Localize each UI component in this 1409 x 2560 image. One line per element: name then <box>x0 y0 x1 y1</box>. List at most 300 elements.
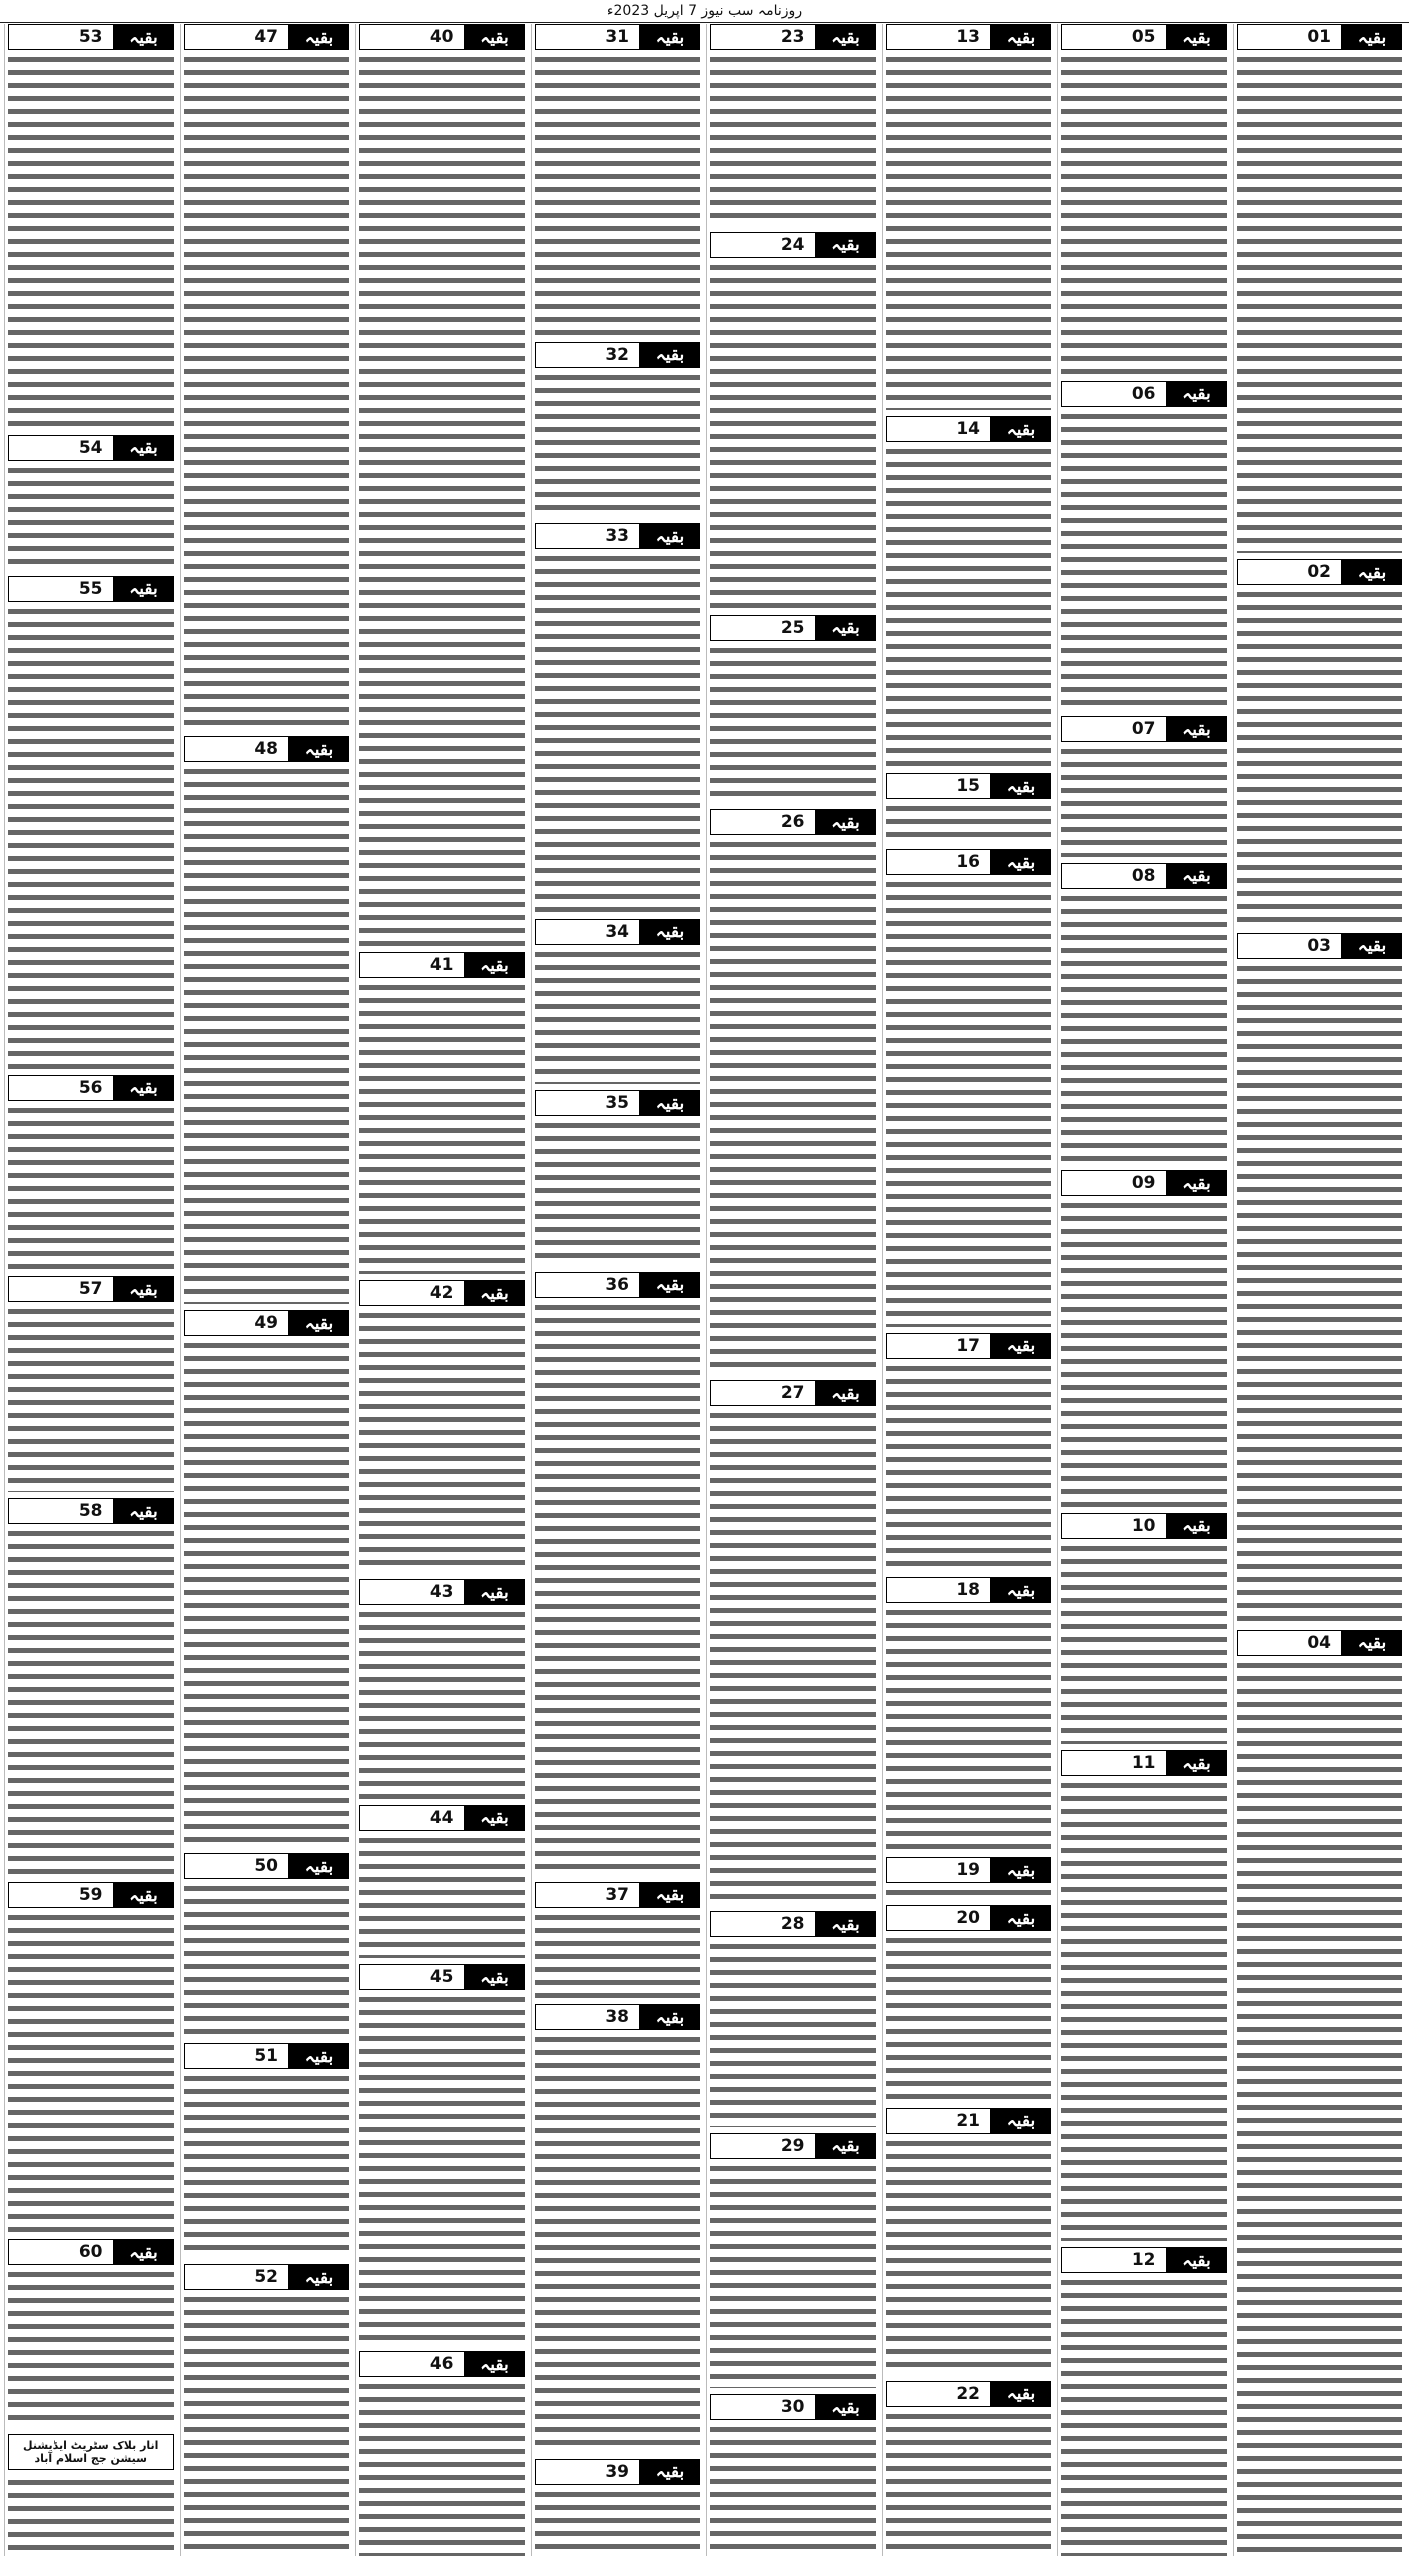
block-number: 03 <box>1237 933 1343 959</box>
continuation-block-20 <box>886 1905 1052 2102</box>
article-text-lines <box>8 1305 174 1492</box>
block-number: 24 <box>710 232 816 258</box>
block-number: 38 <box>535 2004 641 2030</box>
block-number: 33 <box>535 523 641 549</box>
continuation-block-04 <box>1237 1630 1403 2556</box>
block-number: 32 <box>535 342 641 368</box>
article-text-lines <box>8 2268 174 2428</box>
continuation-block-34 <box>535 919 701 1085</box>
article-text-lines <box>886 1362 1052 1572</box>
column-1 <box>1233 24 1406 2556</box>
block-number: 46 <box>359 2351 465 2377</box>
continuation-block-03 <box>1237 933 1403 1624</box>
block-number: 20 <box>886 1905 992 1931</box>
block-header <box>8 1498 174 1524</box>
article-text-lines <box>359 1834 525 1959</box>
baqiya-badge: بقیہ <box>991 1577 1051 1603</box>
block-header <box>535 342 701 368</box>
baqiya-badge: بقیہ <box>114 1498 174 1524</box>
article-text-lines <box>535 2488 701 2556</box>
baqiya-badge: بقیہ <box>816 24 876 50</box>
block-header <box>1061 1750 1227 1776</box>
article-text-lines <box>359 2380 525 2556</box>
block-number: 42 <box>359 1280 465 1306</box>
baqiya-badge: بقیہ <box>465 952 525 978</box>
block-number: 39 <box>535 2459 641 2485</box>
column-8 <box>4 24 177 2556</box>
block-header <box>710 1380 876 1406</box>
block-number: 60 <box>8 2239 114 2265</box>
block-number: 29 <box>710 2133 816 2159</box>
baqiya-badge: بقیہ <box>114 1075 174 1101</box>
continuation-block-41 <box>359 952 525 1274</box>
baqiya-badge: بقیہ <box>816 2394 876 2420</box>
article-text-lines <box>535 948 701 1085</box>
block-header <box>8 1075 174 1101</box>
block-number: 31 <box>535 24 641 50</box>
block-header <box>1061 24 1227 50</box>
block-number: 13 <box>886 24 992 50</box>
article-text-lines <box>184 2072 350 2258</box>
block-header <box>359 1579 525 1605</box>
continuation-block-37 <box>535 1882 701 1999</box>
block-number: 02 <box>1237 559 1343 585</box>
continuation-block-08 <box>1061 863 1227 1165</box>
baqiya-badge: بقیہ <box>991 24 1051 50</box>
baqiya-badge: بقیہ <box>816 232 876 258</box>
block-number: 57 <box>8 1276 114 1302</box>
block-header <box>886 2108 1052 2134</box>
block-number: 34 <box>535 919 641 945</box>
baqiya-badge: بقیہ <box>1342 559 1402 585</box>
article-text-lines <box>535 1911 701 1999</box>
baqiya-badge: بقیہ <box>1342 24 1402 50</box>
block-number: 58 <box>8 1498 114 1524</box>
baqiya-badge: بقیہ <box>991 2108 1051 2134</box>
block-header <box>710 232 876 258</box>
block-header <box>1237 933 1403 959</box>
baqiya-badge: بقیہ <box>640 1882 700 1908</box>
baqiya-badge: بقیہ <box>1167 2247 1227 2273</box>
baqiya-badge: بقیہ <box>1342 933 1402 959</box>
baqiya-badge: بقیہ <box>289 2043 349 2069</box>
block-number: 25 <box>710 615 816 641</box>
block-header <box>1237 24 1403 50</box>
continuation-block-57 <box>8 1276 174 1492</box>
baqiya-badge: بقیہ <box>640 523 700 549</box>
baqiya-badge: بقیہ <box>640 2004 700 2030</box>
block-header <box>359 1280 525 1306</box>
baqiya-badge: بقیہ <box>465 2351 525 2377</box>
continuation-block-45 <box>359 1964 525 2345</box>
block-number: 51 <box>184 2043 290 2069</box>
article-text-lines <box>359 1993 525 2345</box>
block-header <box>359 1964 525 1990</box>
continuation-block-56 <box>8 1075 174 1271</box>
block-header <box>8 1882 174 1908</box>
article-text-lines <box>535 53 701 336</box>
article-text-lines <box>1061 1779 1227 2241</box>
block-number: 43 <box>359 1579 465 1605</box>
continuation-block-42 <box>359 1280 525 1573</box>
continuation-block-14 <box>886 416 1052 767</box>
article-text-lines <box>886 802 1052 843</box>
article-text-lines <box>184 53 350 730</box>
article-text-lines <box>1061 892 1227 1165</box>
block-header <box>886 773 1052 799</box>
block-header <box>535 2459 701 2485</box>
block-number: 04 <box>1237 1630 1343 1656</box>
block-header <box>359 952 525 978</box>
continuation-block-51 <box>184 2043 350 2258</box>
block-header <box>359 2351 525 2377</box>
continuation-block-48 <box>184 736 350 1304</box>
article-text-lines <box>1237 1659 1403 2556</box>
continuation-block-21 <box>886 2108 1052 2375</box>
block-header <box>184 1310 350 1336</box>
block-header <box>535 2004 701 2030</box>
article-text-lines <box>886 1886 1052 1899</box>
block-header <box>535 919 701 945</box>
baqiya-badge: بقیہ <box>114 24 174 50</box>
block-header <box>710 2133 876 2159</box>
block-header <box>359 1805 525 1831</box>
block-number: 10 <box>1061 1513 1167 1539</box>
block-number: 19 <box>886 1857 992 1883</box>
continuation-block-36 <box>535 1272 701 1876</box>
article-text-lines <box>710 2423 876 2556</box>
block-number: 54 <box>8 435 114 461</box>
baqiya-badge: بقیہ <box>465 24 525 50</box>
block-header <box>886 849 1052 875</box>
baqiya-badge: بقیہ <box>640 2459 700 2485</box>
baqiya-badge: بقیہ <box>465 1579 525 1605</box>
block-number: 08 <box>1061 863 1167 889</box>
article-text-lines <box>710 1940 876 2126</box>
block-header <box>8 576 174 602</box>
article-text-lines <box>184 765 350 1304</box>
block-header <box>886 416 1052 442</box>
baqiya-badge: بقیہ <box>114 435 174 461</box>
block-number: 48 <box>184 736 290 762</box>
continuation-block-52 <box>184 2264 350 2556</box>
article-text-lines <box>1061 2276 1227 2556</box>
block-number: 27 <box>710 1380 816 1406</box>
continuation-block-40 <box>359 24 525 946</box>
article-text-lines <box>1061 1199 1227 1507</box>
block-header <box>886 2381 1052 2407</box>
continuation-block-50 <box>184 1853 350 2037</box>
article-text-lines <box>359 1608 525 1799</box>
continuation-block-44 <box>359 1805 525 1959</box>
baqiya-badge: بقیہ <box>991 416 1051 442</box>
continuation-block-39 <box>535 2459 701 2556</box>
article-text-lines <box>886 1934 1052 2102</box>
article-text-lines <box>1061 1542 1227 1744</box>
continuation-block-47 <box>184 24 350 730</box>
baqiya-badge: بقیہ <box>640 919 700 945</box>
block-number: 45 <box>359 1964 465 1990</box>
article-text-lines <box>8 1527 174 1876</box>
article-text-lines <box>8 605 174 1069</box>
baqiya-badge: بقیہ <box>465 1805 525 1831</box>
block-header <box>1061 1513 1227 1539</box>
baqiya-badge: بقیہ <box>991 1905 1051 1931</box>
continuation-block-55 <box>8 576 174 1069</box>
continuation-block-60 <box>8 2239 174 2428</box>
continuation-block-46 <box>359 2351 525 2556</box>
article-text-lines <box>359 53 525 946</box>
continuation-block-30 <box>710 2394 876 2556</box>
block-header <box>710 1911 876 1937</box>
baqiya-badge: بقیہ <box>991 2381 1051 2407</box>
baqiya-badge: بقیہ <box>114 1276 174 1302</box>
baqiya-badge: بقیہ <box>816 1911 876 1937</box>
baqiya-badge: بقیہ <box>1167 863 1227 889</box>
block-number: 53 <box>8 24 114 50</box>
baqiya-badge: بقیہ <box>114 2239 174 2265</box>
continuation-block-06 <box>1061 381 1227 711</box>
block-header <box>710 809 876 835</box>
block-header <box>8 24 174 50</box>
block-header <box>886 1905 1052 1931</box>
block-number: 22 <box>886 2381 992 2407</box>
continuation-block-22 <box>886 2381 1052 2557</box>
baqiya-badge: بقیہ <box>465 1964 525 1990</box>
column-2 <box>1057 24 1230 2556</box>
continuation-block-25 <box>710 615 876 803</box>
baqiya-badge: بقیہ <box>1167 716 1227 742</box>
article-text-lines <box>8 1911 174 2233</box>
baqiya-badge: بقیہ <box>991 1857 1051 1883</box>
continuation-block-31 <box>535 24 701 336</box>
article-text-lines <box>359 1309 525 1573</box>
article-text-lines <box>8 53 174 429</box>
block-number: 30 <box>710 2394 816 2420</box>
baqiya-badge: بقیہ <box>289 1853 349 1879</box>
article-text-lines <box>8 1104 174 1271</box>
continuation-block-38 <box>535 2004 701 2452</box>
continuation-block-59 <box>8 1882 174 2233</box>
block-header <box>184 24 350 50</box>
block-header <box>886 1333 1052 1359</box>
block-number: 40 <box>359 24 465 50</box>
block-header <box>184 736 350 762</box>
article-text-lines <box>886 53 1052 410</box>
article-text-lines <box>1237 53 1403 553</box>
continuation-block-11 <box>1061 1750 1227 2241</box>
block-number: 23 <box>710 24 816 50</box>
article-text-lines <box>1237 962 1403 1624</box>
block-number: 35 <box>535 1090 641 1116</box>
block-number: 11 <box>1061 1750 1167 1776</box>
block-number: 15 <box>886 773 992 799</box>
article-text-lines <box>1061 745 1227 856</box>
article-text-lines <box>886 1606 1052 1851</box>
block-number: 41 <box>359 952 465 978</box>
article-text-lines <box>1061 53 1227 375</box>
block-header <box>535 24 701 50</box>
continuation-block-07 <box>1061 716 1227 856</box>
article-text-lines <box>1237 588 1403 927</box>
column-3 <box>882 24 1055 2556</box>
continuation-block-35 <box>535 1090 701 1265</box>
block-number: 59 <box>8 1882 114 1908</box>
baqiya-badge: بقیہ <box>816 809 876 835</box>
continuation-block-24 <box>710 232 876 609</box>
baqiya-badge: بقیہ <box>816 1380 876 1406</box>
baqiya-badge: بقیہ <box>289 24 349 50</box>
block-header <box>1237 1630 1403 1656</box>
continuation-block-16 <box>886 849 1052 1326</box>
block-number: 21 <box>886 2108 992 2134</box>
article-text-lines <box>184 1339 350 1847</box>
block-number: 56 <box>8 1075 114 1101</box>
baqiya-badge: بقیہ <box>816 615 876 641</box>
continuation-block-26 <box>710 809 876 1374</box>
block-header <box>1061 1170 1227 1196</box>
article-text-lines <box>886 2410 1052 2557</box>
block-number: 09 <box>1061 1170 1167 1196</box>
article-text-lines <box>710 644 876 803</box>
continuation-block-17 <box>886 1333 1052 1572</box>
baqiya-badge: بقیہ <box>640 1272 700 1298</box>
block-header <box>710 24 876 50</box>
continuation-block-18 <box>886 1577 1052 1851</box>
continuation-block-15 <box>886 773 1052 843</box>
continuation-block-23 <box>710 24 876 226</box>
article-text-lines <box>535 371 701 517</box>
baqiya-badge: بقیہ <box>1167 1750 1227 1776</box>
block-header <box>1061 716 1227 742</box>
block-header <box>359 24 525 50</box>
baqiya-badge: بقیہ <box>816 2133 876 2159</box>
block-header <box>535 523 701 549</box>
block-number: 26 <box>710 809 816 835</box>
baqiya-badge: بقیہ <box>465 1280 525 1306</box>
continuation-block-19 <box>886 1857 1052 1899</box>
block-header <box>184 2043 350 2069</box>
block-header <box>1061 2247 1227 2273</box>
article-text-lines <box>359 981 525 1274</box>
article-text-lines <box>535 552 701 913</box>
newspaper-date-header: روزنامہ سب نیوز 7 اپریل 2023ء <box>0 0 1409 23</box>
article-text-lines <box>535 1301 701 1876</box>
baqiya-badge: بقیہ <box>1167 1513 1227 1539</box>
continuation-block-27 <box>710 1380 876 1905</box>
column-5 <box>531 24 704 2556</box>
continuation-block-10 <box>1061 1513 1227 1744</box>
continuation-block-49 <box>184 1310 350 1847</box>
baqiya-badge: بقیہ <box>640 1090 700 1116</box>
continuation-block-43 <box>359 1579 525 1799</box>
article-text-lines <box>184 1882 350 2037</box>
continuation-block-05 <box>1061 24 1227 375</box>
block-number: 14 <box>886 416 992 442</box>
continuation-block-54 <box>8 435 174 570</box>
block-number: 36 <box>535 1272 641 1298</box>
article-text-lines <box>184 2293 350 2556</box>
baqiya-badge: بقیہ <box>114 576 174 602</box>
block-number: 50 <box>184 1853 290 1879</box>
column-6 <box>355 24 528 2556</box>
continuation-block-01 <box>1237 24 1403 553</box>
block-number: 16 <box>886 849 992 875</box>
continuation-block-58 <box>8 1498 174 1876</box>
continuation-block-13 <box>886 24 1052 410</box>
baqiya-badge: بقیہ <box>289 1310 349 1336</box>
block-number: 52 <box>184 2264 290 2290</box>
block-header <box>535 1090 701 1116</box>
block-number: 18 <box>886 1577 992 1603</box>
block-number: 37 <box>535 1882 641 1908</box>
block-number: 01 <box>1237 24 1343 50</box>
baqiya-badge: بقیہ <box>289 736 349 762</box>
article-text-lines <box>710 261 876 609</box>
continuation-block-53 <box>8 24 174 429</box>
block-header <box>1237 559 1403 585</box>
article-text-lines <box>886 2137 1052 2375</box>
article-text-lines <box>8 464 174 570</box>
notice-text-lines <box>8 2476 174 2556</box>
baqiya-badge: بقیہ <box>289 2264 349 2290</box>
continuation-block-09 <box>1061 1170 1227 1507</box>
block-number: 06 <box>1061 381 1167 407</box>
article-text-lines <box>710 53 876 226</box>
continuation-block-33 <box>535 523 701 913</box>
block-header <box>886 1577 1052 1603</box>
baqiya-badge: بقیہ <box>991 849 1051 875</box>
continuation-block-02 <box>1237 559 1403 927</box>
block-number: 28 <box>710 1911 816 1937</box>
article-text-lines <box>1061 410 1227 711</box>
block-header <box>8 2239 174 2265</box>
article-text-lines <box>886 878 1052 1326</box>
block-number: 47 <box>184 24 290 50</box>
newspaper-page-grid <box>4 24 1405 2556</box>
block-header <box>8 435 174 461</box>
block-header <box>1061 863 1227 889</box>
column-7 <box>180 24 353 2556</box>
court-notice: انار بلاک سٹریٹ ایڈیشنل سیشن جج اسلام آباد <box>8 2434 174 2470</box>
baqiya-badge: بقیہ <box>1167 381 1227 407</box>
block-header <box>710 615 876 641</box>
baqiya-badge: بقیہ <box>991 1333 1051 1359</box>
block-number: 12 <box>1061 2247 1167 2273</box>
block-number: 17 <box>886 1333 992 1359</box>
column-4 <box>706 24 879 2556</box>
block-header <box>535 1882 701 1908</box>
block-number: 55 <box>8 576 114 602</box>
baqiya-badge: بقیہ <box>991 773 1051 799</box>
article-text-lines <box>886 445 1052 767</box>
block-number: 44 <box>359 1805 465 1831</box>
article-text-lines <box>535 2033 701 2452</box>
continuation-block-12 <box>1061 2247 1227 2556</box>
article-text-lines <box>710 1409 876 1905</box>
continuation-block-28 <box>710 1911 876 2126</box>
article-text-lines <box>710 2162 876 2389</box>
block-header <box>886 24 1052 50</box>
block-header <box>8 1276 174 1302</box>
continuation-block-32 <box>535 342 701 517</box>
block-number: 07 <box>1061 716 1167 742</box>
block-header <box>1061 381 1227 407</box>
baqiya-badge: بقیہ <box>1342 1630 1402 1656</box>
block-header <box>184 1853 350 1879</box>
baqiya-badge: بقیہ <box>1167 24 1227 50</box>
block-header <box>886 1857 1052 1883</box>
